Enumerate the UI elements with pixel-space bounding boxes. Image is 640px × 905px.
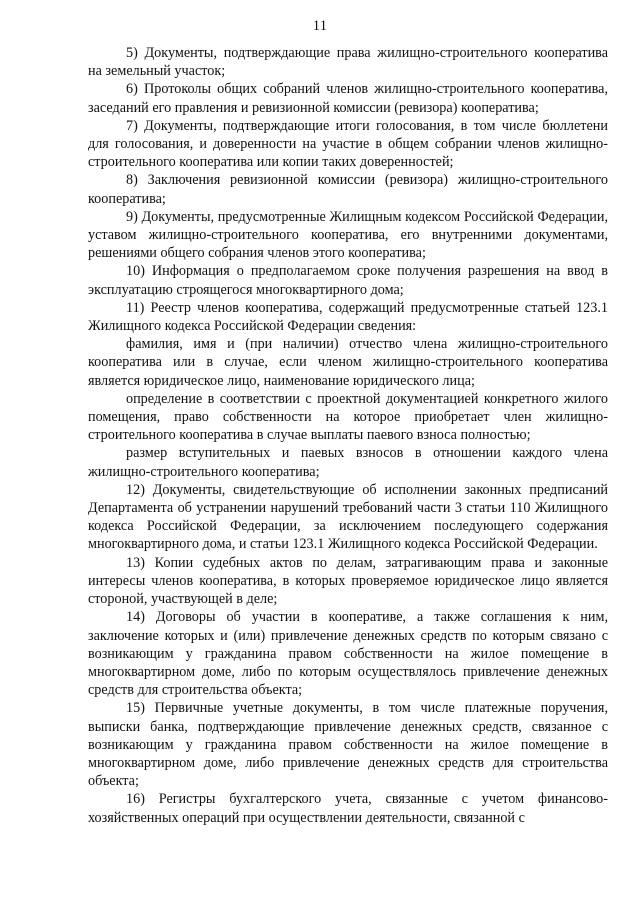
paragraph-item-12: 12) Документы, свидетельствующие об исполнении законных предписаний Департамента об устранении нарушений требований части 3 статьи 110 Жилищного кодекса Российской Федерации, за исключением последующего содержания многоквартирного дома, и статьи 123.1 Жилищного кодекса Российской Федерации. — [88, 481, 608, 553]
document-body — [88, 44, 608, 827]
paragraph-item-9: 9) Документы, предусмотренные Жилищным кодексом Российской Федерации, уставом жилищно-строительного кооператива, его внутренними документами, решениями общего собрания членов этого кооператива; — [88, 208, 608, 262]
paragraph-subitem-name: фамилия, имя и (при наличии) отчество члена жилищно-строительного кооператива или в случае, если членом жилищно-строительного кооператива является юридическое лицо, наименование юридического лица; — [88, 336, 608, 389]
paragraph-item-16: 16) Регистры бухгалтерского учета, связанные с учетом финансово-хозяйственных операций при осуществлении деятельности, связанной с — [88, 791, 608, 826]
paragraph-item-8: 8) Заключения ревизионной комиссии (ревизора) жилищно-строительного кооператива; — [88, 172, 608, 207]
paragraph-item-7: 7) Документы, подтверждающие итоги голосования, в том числе бюллетени для голосования, и доверенности на участие в общем собрании членов жилищно-строительного кооператива или копии таких доверенностей; — [88, 117, 608, 171]
paragraph-subitem-fees: размер вступительных и паевых взносов в отношении каждого члена жилищно-строительного кооператива; — [88, 445, 608, 480]
paragraph-item-6: 6) Протоколы общих собраний членов жилищно-строительного кооператива, заседаний его правления и ревизионной комиссии (ревизора) кооператива; — [88, 81, 608, 116]
paragraph-item-10: 10) Информация о предполагаемом сроке получения разрешения на ввод в эксплуатацию строящегося многоквартирного дома; — [88, 263, 608, 298]
paragraph-item-5: 5) Документы, подтверждающие права жилищно-строительного кооператива на земельный участок; — [88, 45, 608, 80]
paragraph-item-11: 11) Реестр членов кооператива, содержащий предусмотренные статьей 123.1 Жилищного кодекса Российской Федерации сведения: — [88, 299, 608, 335]
paragraph-item-15: 15) Первичные учетные документы, в том числе платежные поручения, выписки банка, подтверждающие привлечение денежных средств, связанное с возникающим у гражданина правом собственности на жилое помещение в многоквартирном доме, либо привлечение денежных средств для строительства объекта; — [88, 700, 608, 790]
paragraph-subitem-premises: определение в соответствии с проектной документацией конкретного жилого помещения, право собственности на которое приобретает член жилищно-строительного кооператива в случае выплаты паевого взноса полностью; — [88, 390, 608, 444]
paragraph-item-14: 14) Договоры об участии в кооперативе, а также соглашения к ним, заключение которых и (или) привлечение денежных средств по которым связано с возникающим у гражданина правом собственности на жилое помещение в многоквартирном доме, либо по которым осуществлялось привлечение денежных средств для строительства объекта; — [88, 609, 608, 699]
paragraph-item-13: 13) Копии судебных актов по делам, затрагивающим права и законные интересы членов кооператива, в которых проверяемое юридическое лицо является стороной, участвующей в деле; — [88, 554, 608, 608]
page-number: 11 — [312, 18, 328, 34]
